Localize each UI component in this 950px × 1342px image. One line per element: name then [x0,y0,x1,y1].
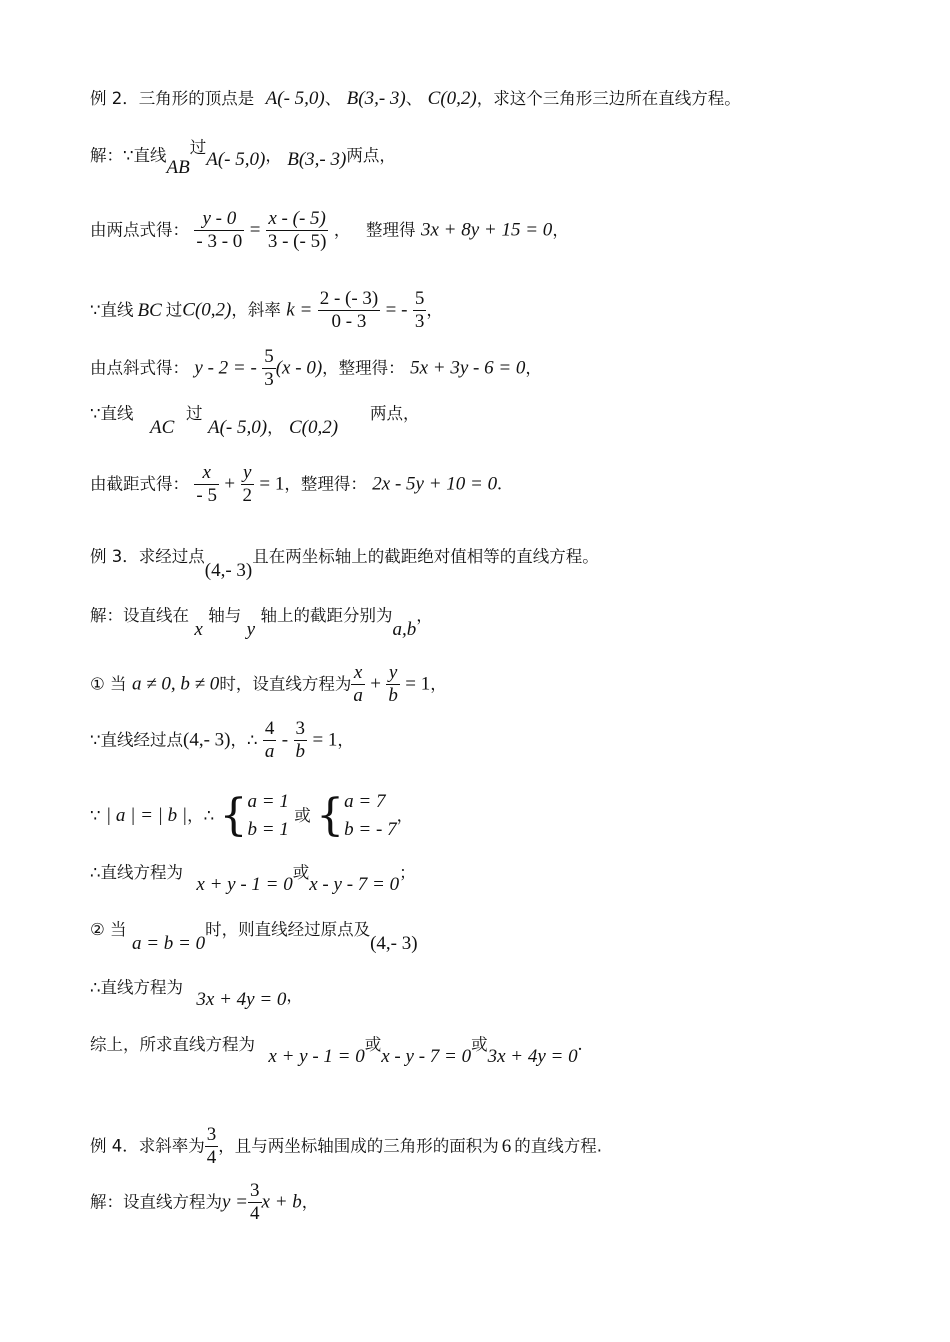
fraction [263,718,277,763]
comma: ， [265,146,282,165]
numerator: x [194,462,219,485]
ex3-case1-result [90,862,416,895]
case-label: ① 当 [90,674,127,694]
denominator: 3 [414,311,425,332]
numerator: y [241,462,255,485]
text-axis-and: 轴与 [208,606,242,625]
result-ab: 3x + 8y + 15 = 0 [420,219,553,241]
numerator: x [351,662,365,685]
system-line: b = 1 [247,819,289,840]
numerator: 5 [264,346,274,367]
ex3-step1 [90,605,433,640]
comma: ， [286,986,303,1005]
therefore-symbol: ，∴ [187,806,215,825]
step-label: 由点斜式得： [90,358,189,378]
equals: = 1 [312,729,338,751]
comma: ， [337,730,354,750]
fraction [248,1180,262,1225]
separator: 、 [405,89,423,108]
step-label: ∴直线方程为 [90,978,183,997]
semicolon: ； [399,863,416,882]
step-label: ∵直线 [90,404,134,423]
ex2-question-rest: ，求这个三角形三边所在直线方程。 [476,89,741,108]
result-bc: 5x + 3y - 6 = 0 [410,357,526,379]
var-x: x [194,619,203,640]
plus: + [224,473,236,495]
text-or: 或 [292,863,310,882]
result-eq1: x + y - 1 = 0 [196,874,293,895]
line-ab: AB [166,157,190,178]
system-line: a = 1 [247,791,289,812]
vertex-c: C(0,2) [427,88,477,109]
ex3-case2-result [90,977,303,1010]
text-guo: 过 [165,300,183,320]
comma: ， [430,674,447,694]
point: (4,- 3) [204,560,253,581]
step-label: 解：设直线方程为 [90,1192,222,1212]
line-ac: AC [150,417,175,438]
separator: 、 [324,89,342,108]
step-label: ∴直线方程为 [90,863,183,882]
ex3-summary [90,1034,583,1067]
denominator: 3 - (- 5) [267,231,327,252]
step-label: ∵直线 [90,300,134,320]
because-symbol: ∵ [90,806,101,825]
denominator: 4 [206,1147,217,1168]
denominator: a [264,741,275,762]
comma: ， [525,358,542,378]
text-slope: ，斜率 [231,300,281,320]
point-b: B(3,- 3) [287,149,347,170]
result-eq1: x + y - 1 = 0 [268,1046,365,1067]
equals: = 1 [405,673,431,695]
text-therefore: ，∴ [230,730,258,750]
result-eq3: 3x + 4y = 0 [196,989,287,1010]
denominator: - 3 - 0 [196,231,243,252]
equals: = 1 [259,473,285,495]
step-label: 综上，所求直线方程为 [90,1035,255,1054]
text-two-points: 两点， [346,146,396,165]
comma: ， [396,806,414,825]
fraction [266,208,329,253]
ex4-question-rest: ，且与两坐标轴围成的三角形的面积为 [218,1136,499,1156]
comma: ， [267,418,284,437]
text-guo: 过 [186,404,203,423]
system-lines [248,788,289,844]
step-label: 解：设直线在 [90,606,189,625]
system-line: b = - 7 [344,819,397,840]
ex2-question [90,88,741,110]
numerator: y - 0 [194,208,244,231]
step-label: 解：∵直线 [90,146,167,165]
fraction [386,662,400,707]
vertex-b: B(3,- 3) [346,88,406,109]
point: (4,- 3) [370,933,418,954]
fraction [194,462,219,507]
text-or: 或 [471,1035,488,1054]
numerator: y [386,662,400,685]
denominator: 0 - 3 [331,311,367,332]
ex2-step4 [90,346,542,391]
ex2-step6 [90,462,502,507]
area-value: 6 [501,1135,512,1157]
text-simplify: ，整理得： [322,358,405,378]
fraction [262,346,276,391]
ex3-label: 例 3．求经过点 [90,547,205,566]
ex4-step1 [90,1180,318,1225]
numerator: 3 [250,1180,260,1201]
system-line: a = 7 [344,791,386,812]
brace-icon: { [219,790,248,841]
fraction [351,662,365,707]
system-lines [344,788,396,844]
text-simplify: ，整理得： [284,474,367,494]
denominator: a [353,685,363,706]
denominator: 4 [250,1203,260,1224]
result-eq2: x - y - 7 = 0 [381,1046,472,1067]
fraction [318,288,381,333]
ex4-label: 例 4．求斜率为 [90,1136,205,1156]
equals: = [249,219,261,241]
equals: = - [385,299,408,321]
points-ac [208,417,338,439]
minus: - [281,729,289,751]
point-a: A(- 5,0) [206,149,266,170]
numerator: 3 [295,718,306,739]
text-two-points: 两点， [370,404,420,423]
text-through-origin: 时，则直线经过原点及 [205,920,371,939]
result-eq2: x - y - 7 = 0 [309,874,400,895]
equation-rhs: x + b [261,1191,302,1213]
slope-k: k = [286,299,313,321]
numerator: 2 - (- 3) [319,288,379,309]
result-ac: 2x - 5y + 10 = 0 [372,473,498,495]
denominator: - 5 [196,485,217,506]
ex3-case1-step2 [90,718,354,763]
denominator: b [295,741,306,762]
equation-lhs: y = [222,1191,249,1213]
ex2-label: 例 2．三角形的顶点是 [90,89,255,108]
text-simplify: ， 整理得 [333,220,416,240]
text-set-equation: 时，设直线方程为 [219,674,352,694]
fraction [294,718,308,763]
numerator: 3 [206,1124,217,1145]
equation-rhs: (x - 0) [275,357,323,379]
equation-lhs: y - 2 = - [194,357,257,379]
denominator: b [388,685,398,706]
numerator: 5 [414,288,425,309]
ex3-question-rest: 且在两坐标轴上的截距绝对值相等的直线方程。 [252,547,599,566]
vars-ab: a,b [392,619,417,640]
point: (4,- 3) [183,729,231,751]
comma: ， [426,300,443,320]
condition: a ≠ 0, b ≠ 0 [131,673,220,695]
text-or: 或 [294,806,311,825]
comma: ， [301,1192,319,1212]
comma: ， [416,606,433,625]
plus: + [370,673,381,695]
ex2-step1 [90,138,396,178]
denominator: 2 [242,485,253,506]
ex4-question [90,1124,602,1169]
ex3-case2 [90,919,418,954]
ex2-step2 [90,208,569,253]
case-label: ② 当 [90,920,127,939]
ex3-question [90,546,599,581]
fraction [205,1124,219,1169]
step-label: 由截距式得： [90,474,189,494]
point-c: C(0,2) [182,299,232,321]
ex3-case1 [90,662,447,707]
numerator: x - (- 5) [266,208,329,231]
var-y: y [246,619,256,640]
abs-equation: | a | = | b | [105,805,188,826]
line-bc: BC [137,299,162,321]
ex4-question-end: 的直线方程. [514,1136,602,1156]
fraction [413,288,427,333]
ex2-step5 [90,403,420,438]
ex3-case1-step3 [90,788,413,844]
period: . [497,473,502,495]
result-eq3: 3x + 4y = 0 [487,1046,578,1067]
comma: ， [552,220,569,240]
text-or: 或 [364,1035,382,1054]
brace-icon: { [316,790,345,841]
text-intercepts: 轴上的截距分别为 [260,606,393,625]
fraction [194,208,244,253]
period: . [577,1034,583,1055]
system-1 [220,788,289,844]
fraction [241,462,255,507]
numerator: 4 [264,718,275,739]
step-label: ∵直线经过点 [90,730,183,750]
point-c: C(0,2) [289,417,339,438]
condition: a = b = 0 [131,933,206,954]
denominator: 3 [264,369,274,390]
ex2-step3 [90,288,443,333]
vertex-a: A(- 5,0) [265,88,325,109]
text-guo: 过 [189,138,207,157]
point-a: A(- 5,0) [208,417,268,438]
step-label: 由两点式得： [90,220,189,240]
system-2 [316,788,396,844]
